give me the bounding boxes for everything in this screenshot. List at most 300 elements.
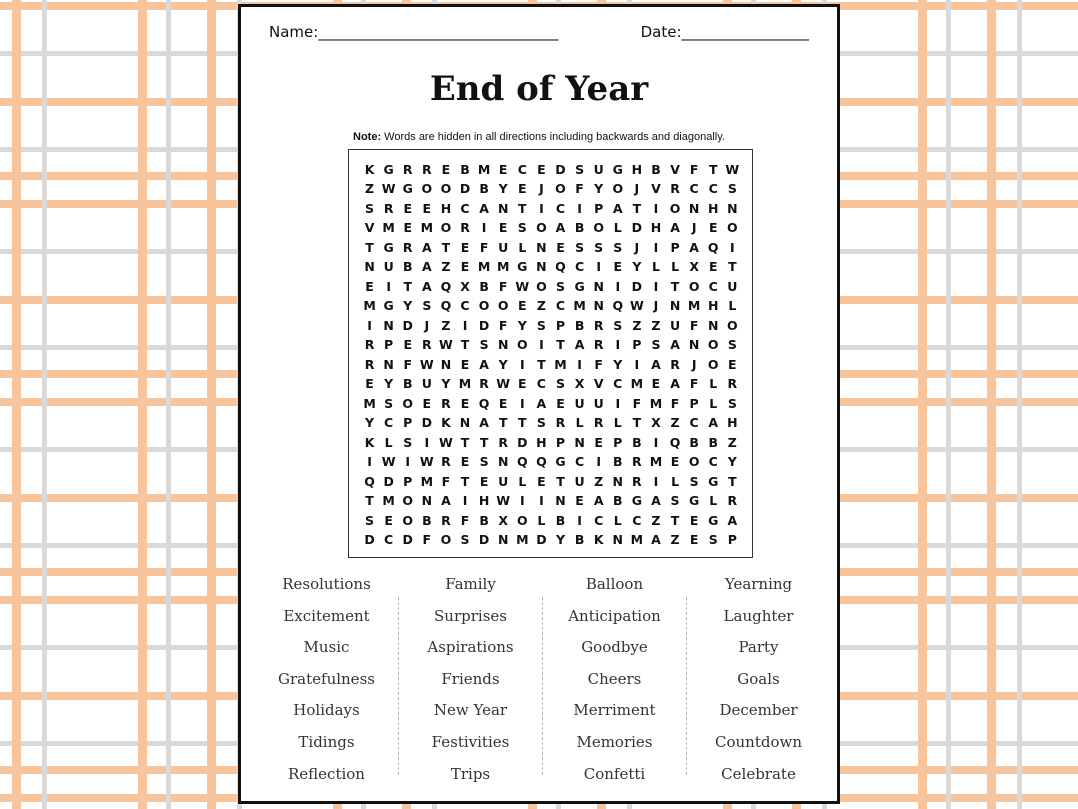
grid-letter[interactable]: Q <box>612 298 624 313</box>
grid-letter[interactable]: E <box>365 278 374 294</box>
grid-letter[interactable]: E <box>384 512 393 528</box>
grid-letter[interactable]: I <box>367 454 372 469</box>
grid-letter[interactable]: I <box>596 454 601 469</box>
grid-letter[interactable]: I <box>653 434 659 450</box>
grid-letter[interactable]: B <box>402 376 413 391</box>
grid-letter[interactable]: B <box>402 259 413 274</box>
grid-letter[interactable]: T <box>441 239 451 255</box>
grid-letter[interactable]: I <box>539 200 544 216</box>
grid-letter[interactable]: R <box>555 415 566 430</box>
grid-letter[interactable]: S <box>727 337 737 352</box>
grid-letter[interactable]: E <box>460 259 470 274</box>
grid-letter[interactable]: P <box>727 532 737 547</box>
grid-letter[interactable]: S <box>555 376 565 391</box>
grid-letter[interactable]: A <box>479 415 489 430</box>
grid-letter[interactable]: V <box>651 181 661 196</box>
grid-letter[interactable]: C <box>708 454 718 469</box>
grid-letter[interactable]: N <box>383 317 394 333</box>
grid-letter[interactable]: H <box>478 493 490 508</box>
grid-letter[interactable]: G <box>631 493 642 508</box>
grid-letter[interactable]: M <box>382 493 395 508</box>
grid-letter[interactable]: Y <box>498 181 508 196</box>
grid-letter[interactable]: I <box>386 278 391 294</box>
grid-letter[interactable]: P <box>384 337 394 352</box>
grid-letter[interactable]: E <box>728 356 737 372</box>
grid-letter[interactable]: E <box>708 259 718 274</box>
grid-letter[interactable]: W <box>515 278 530 294</box>
grid-letter[interactable]: K <box>364 161 375 177</box>
grid-letter[interactable]: T <box>403 278 412 294</box>
grid-letter[interactable]: E <box>689 512 699 528</box>
grid-letter[interactable]: S <box>575 161 585 177</box>
grid-letter[interactable]: S <box>365 200 375 216</box>
grid-letter[interactable]: E <box>689 532 699 547</box>
grid-letter[interactable]: B <box>574 220 585 235</box>
grid-letter[interactable]: E <box>518 376 527 391</box>
grid-letter[interactable]: R <box>632 454 642 469</box>
grid-letter[interactable]: X <box>689 259 699 274</box>
grid-letter[interactable]: R <box>727 376 738 391</box>
grid-letter[interactable]: S <box>651 337 661 352</box>
grid-letter[interactable]: T <box>518 200 527 216</box>
grid-letter[interactable]: T <box>556 473 565 489</box>
grid-letter[interactable]: B <box>460 161 470 177</box>
grid-letter[interactable]: P <box>632 337 642 352</box>
grid-letter[interactable]: I <box>519 356 525 372</box>
grid-letter[interactable]: T <box>708 161 718 177</box>
grid-letter[interactable]: O <box>497 298 509 313</box>
grid-letter[interactable]: B <box>555 512 566 528</box>
grid-letter[interactable]: Q <box>555 259 566 274</box>
grid-letter[interactable]: D <box>631 220 643 235</box>
grid-letter[interactable]: B <box>574 532 585 547</box>
grid-letter[interactable]: G <box>517 259 528 274</box>
grid-letter[interactable]: M <box>363 395 376 411</box>
grid-letter[interactable]: M <box>382 220 395 235</box>
grid-letter[interactable]: Q <box>536 454 547 469</box>
grid-letter[interactable]: F <box>594 356 603 372</box>
grid-letter[interactable]: Z <box>632 317 642 333</box>
grid-letter[interactable]: X <box>460 278 470 294</box>
grid-letter[interactable]: O <box>593 220 604 235</box>
grid-letter[interactable]: R <box>593 415 604 430</box>
grid-letter[interactable]: A <box>421 239 432 255</box>
grid-letter[interactable]: G <box>689 493 700 508</box>
grid-letter[interactable]: T <box>365 493 374 508</box>
grid-letter[interactable]: L <box>518 473 527 489</box>
grid-letter[interactable]: H <box>650 220 662 235</box>
grid-letter[interactable]: N <box>364 259 375 274</box>
grid-letter[interactable]: Z <box>651 512 661 528</box>
grid-letter[interactable]: S <box>727 395 737 411</box>
grid-letter[interactable]: S <box>479 337 489 352</box>
grid-letter[interactable]: B <box>479 278 489 294</box>
grid-letter[interactable]: Z <box>670 415 680 430</box>
grid-letter[interactable]: I <box>462 317 468 333</box>
grid-letter[interactable]: Q <box>440 278 452 294</box>
grid-letter[interactable]: D <box>402 532 413 547</box>
grid-letter[interactable]: R <box>422 161 432 177</box>
grid-letter[interactable]: Y <box>403 298 413 313</box>
grid-letter[interactable]: O <box>478 298 490 313</box>
grid-letter[interactable]: E <box>460 454 470 469</box>
grid-letter[interactable]: M <box>573 298 586 313</box>
grid-letter[interactable]: Y <box>498 356 508 372</box>
grid-letter[interactable]: Q <box>478 395 490 411</box>
grid-letter[interactable]: S <box>517 220 527 235</box>
grid-letter[interactable]: E <box>613 259 623 274</box>
grid-letter[interactable]: F <box>689 161 699 177</box>
grid-letter[interactable]: Y <box>365 415 375 430</box>
grid-letter[interactable]: S <box>384 395 394 411</box>
grid-letter[interactable]: O <box>707 356 719 372</box>
grid-letter[interactable]: Z <box>670 532 680 547</box>
grid-letter[interactable]: H <box>440 200 452 216</box>
grid-letter[interactable]: R <box>441 395 451 411</box>
grid-letter[interactable]: C <box>708 278 718 294</box>
grid-letter[interactable]: F <box>498 278 508 294</box>
grid-letter[interactable]: E <box>651 376 661 391</box>
grid-letter[interactable]: U <box>669 317 681 333</box>
grid-letter[interactable]: R <box>498 434 509 450</box>
grid-letter[interactable]: A <box>479 200 489 216</box>
grid-letter[interactable]: S <box>536 317 546 333</box>
grid-letter[interactable]: K <box>441 415 451 430</box>
grid-letter[interactable]: O <box>440 181 452 196</box>
grid-letter[interactable]: V <box>670 161 680 177</box>
grid-letter[interactable]: J <box>634 181 640 196</box>
grid-letter[interactable]: E <box>537 161 546 177</box>
grid-letter[interactable]: S <box>727 181 737 196</box>
grid-letter[interactable]: O <box>688 454 700 469</box>
grid-letter[interactable]: W <box>419 356 434 372</box>
grid-letter[interactable]: Y <box>517 317 527 333</box>
grid-letter[interactable]: O <box>402 493 414 508</box>
grid-letter[interactable]: M <box>458 376 472 391</box>
grid-letter[interactable]: Z <box>441 317 451 333</box>
grid-letter[interactable]: T <box>460 434 470 450</box>
grid-letter[interactable]: I <box>539 493 544 508</box>
grid-letter[interactable]: X <box>498 512 509 528</box>
grid-letter[interactable]: S <box>422 298 432 313</box>
grid-letter[interactable]: A <box>651 493 661 508</box>
grid-letter[interactable]: E <box>708 220 718 235</box>
grid-letter[interactable]: S <box>613 317 623 333</box>
grid-letter[interactable]: T <box>670 278 680 294</box>
grid-letter[interactable]: C <box>574 259 585 274</box>
grid-letter[interactable]: M <box>516 532 529 547</box>
grid-letter[interactable]: F <box>498 317 508 333</box>
grid-letter[interactable]: E <box>460 356 470 372</box>
grid-letter[interactable]: C <box>594 512 604 528</box>
grid-letter[interactable]: C <box>555 200 566 216</box>
grid-letter[interactable]: L <box>613 220 622 235</box>
grid-letter[interactable]: N <box>421 493 433 508</box>
grid-letter[interactable]: P <box>594 200 604 216</box>
grid-letter[interactable]: L <box>613 415 622 430</box>
grid-letter[interactable]: M <box>630 532 644 547</box>
grid-letter[interactable]: A <box>555 220 566 235</box>
grid-letter[interactable]: S <box>689 473 699 489</box>
grid-letter[interactable]: Q <box>669 434 681 450</box>
grid-letter[interactable]: T <box>632 200 642 216</box>
grid-letter[interactable]: N <box>574 434 585 450</box>
grid-letter[interactable]: U <box>727 278 738 294</box>
grid-letter[interactable]: T <box>365 239 374 255</box>
grid-letter[interactable]: O <box>516 337 528 352</box>
grid-letter[interactable]: I <box>519 493 525 508</box>
grid-letter[interactable]: U <box>593 395 604 411</box>
grid-letter[interactable]: I <box>481 220 487 235</box>
grid-letter[interactable]: T <box>632 415 642 430</box>
grid-letter[interactable]: U <box>574 473 585 489</box>
grid-letter[interactable]: M <box>363 298 376 313</box>
grid-letter[interactable]: G <box>383 161 394 177</box>
grid-letter[interactable]: Y <box>613 356 623 372</box>
grid-letter[interactable]: C <box>708 181 718 196</box>
grid-letter[interactable]: K <box>364 434 375 450</box>
grid-letter[interactable]: L <box>728 298 737 313</box>
grid-letter[interactable]: Z <box>594 473 604 489</box>
grid-letter[interactable]: E <box>422 200 432 216</box>
grid-letter[interactable]: T <box>479 434 489 450</box>
grid-letter[interactable]: L <box>518 239 527 255</box>
grid-letter[interactable]: N <box>555 493 566 508</box>
grid-letter[interactable]: M <box>420 220 434 235</box>
grid-letter[interactable]: F <box>422 532 432 547</box>
grid-letter[interactable]: A <box>441 493 451 508</box>
grid-letter[interactable]: V <box>593 376 604 391</box>
grid-letter[interactable]: S <box>479 454 489 469</box>
grid-letter[interactable]: R <box>632 473 642 489</box>
grid-letter[interactable]: I <box>634 356 640 372</box>
grid-letter[interactable]: Q <box>364 473 375 489</box>
grid-letter[interactable]: N <box>497 200 509 216</box>
grid-letter[interactable]: A <box>651 356 661 372</box>
grid-letter[interactable]: T <box>556 337 565 352</box>
grid-letter[interactable]: R <box>402 239 413 255</box>
grid-letter[interactable]: Z <box>727 434 737 450</box>
grid-letter[interactable]: N <box>536 239 547 255</box>
grid-letter[interactable]: F <box>479 239 489 255</box>
grid-letter[interactable]: P <box>670 239 680 255</box>
grid-letter[interactable]: S <box>594 239 604 255</box>
grid-letter[interactable]: I <box>367 317 372 333</box>
grid-letter[interactable]: E <box>518 298 527 313</box>
grid-letter[interactable]: F <box>441 473 451 489</box>
grid-letter[interactable]: E <box>403 200 412 216</box>
grid-letter[interactable]: N <box>440 356 452 372</box>
grid-letter[interactable]: W <box>381 454 396 469</box>
grid-letter[interactable]: I <box>653 239 659 255</box>
grid-letter[interactable]: E <box>460 395 470 411</box>
grid-letter[interactable]: F <box>460 512 470 528</box>
grid-letter[interactable]: S <box>613 239 623 255</box>
grid-letter[interactable]: I <box>519 395 525 411</box>
grid-letter[interactable]: D <box>421 415 433 430</box>
grid-letter[interactable]: O <box>669 200 681 216</box>
grid-letter[interactable]: C <box>460 200 470 216</box>
grid-letter[interactable]: O <box>402 512 414 528</box>
grid-letter[interactable]: R <box>479 376 489 391</box>
grid-letter[interactable]: N <box>459 415 471 430</box>
grid-letter[interactable]: S <box>708 532 718 547</box>
grid-letter[interactable]: B <box>613 493 623 508</box>
grid-letter[interactable]: U <box>498 239 509 255</box>
grid-letter[interactable]: O <box>688 278 700 294</box>
grid-letter[interactable]: E <box>403 337 412 352</box>
grid-letter[interactable]: O <box>612 181 624 196</box>
grid-letter[interactable]: P <box>555 434 566 450</box>
grid-letter[interactable]: F <box>670 395 680 411</box>
grid-letter[interactable]: N <box>497 337 509 352</box>
grid-letter[interactable]: C <box>460 298 470 313</box>
grid-letter[interactable]: O <box>440 532 452 547</box>
grid-letter[interactable]: T <box>460 337 470 352</box>
grid-letter[interactable]: S <box>670 493 680 508</box>
grid-letter[interactable]: S <box>536 415 546 430</box>
grid-letter[interactable]: C <box>613 376 623 391</box>
grid-letter[interactable]: B <box>651 161 661 177</box>
grid-letter[interactable]: B <box>574 317 585 333</box>
grid-letter[interactable]: E <box>556 239 565 255</box>
grid-letter[interactable]: G <box>383 239 394 255</box>
grid-letter[interactable]: R <box>422 337 432 352</box>
grid-letter[interactable]: J <box>653 298 659 313</box>
grid-letter[interactable]: C <box>517 161 527 177</box>
grid-letter[interactable]: W <box>725 161 740 177</box>
grid-letter[interactable]: O <box>402 395 414 411</box>
grid-letter[interactable]: W <box>629 298 644 313</box>
grid-letter[interactable]: Q <box>707 239 719 255</box>
grid-letter[interactable]: E <box>441 161 451 177</box>
grid-letter[interactable]: W <box>419 454 434 469</box>
grid-letter[interactable]: U <box>498 473 509 489</box>
grid-letter[interactable]: F <box>689 317 699 333</box>
grid-letter[interactable]: E <box>594 434 603 450</box>
grid-letter[interactable]: L <box>709 395 718 411</box>
grid-letter[interactable]: B <box>613 454 623 469</box>
grid-letter[interactable]: F <box>575 181 584 196</box>
grid-letter[interactable]: O <box>516 512 528 528</box>
grid-letter[interactable]: A <box>670 376 680 391</box>
grid-letter[interactable]: T <box>670 512 680 528</box>
grid-letter[interactable]: C <box>384 415 394 430</box>
grid-letter[interactable]: A <box>708 415 719 430</box>
date-field[interactable]: Date:_________________ <box>640 23 809 41</box>
grid-letter[interactable]: N <box>612 473 623 489</box>
grid-letter[interactable]: L <box>651 259 660 274</box>
grid-letter[interactable]: R <box>383 200 394 216</box>
grid-letter[interactable]: E <box>460 239 470 255</box>
grid-letter[interactable]: N <box>497 454 509 469</box>
grid-letter[interactable]: M <box>420 473 434 489</box>
grid-letter[interactable]: R <box>593 317 604 333</box>
grid-letter[interactable]: P <box>555 317 566 333</box>
grid-letter[interactable]: H <box>708 200 719 216</box>
grid-letter[interactable]: D <box>459 181 471 196</box>
grid-letter[interactable]: D <box>478 532 490 547</box>
grid-letter[interactable]: E <box>518 181 527 196</box>
grid-letter[interactable]: R <box>593 337 604 352</box>
grid-letter[interactable]: I <box>424 434 430 450</box>
grid-letter[interactable]: W <box>381 181 396 196</box>
grid-letter[interactable]: B <box>689 434 699 450</box>
grid-letter[interactable]: O <box>555 181 566 196</box>
grid-letter[interactable]: M <box>496 259 510 274</box>
grid-letter[interactable]: L <box>671 473 680 489</box>
grid-letter[interactable]: S <box>460 532 470 547</box>
grid-letter[interactable]: N <box>669 298 681 313</box>
grid-letter[interactable]: T <box>728 259 737 274</box>
grid-letter[interactable]: U <box>383 259 394 274</box>
grid-letter[interactable]: T <box>728 473 737 489</box>
grid-letter[interactable]: A <box>479 356 489 372</box>
grid-letter[interactable]: R <box>441 454 451 469</box>
grid-letter[interactable]: B <box>479 512 489 528</box>
grid-letter[interactable]: I <box>462 493 468 508</box>
grid-letter[interactable]: E <box>498 161 508 177</box>
grid-letter[interactable]: D <box>364 532 375 547</box>
grid-letter[interactable]: C <box>689 415 699 430</box>
grid-letter[interactable]: A <box>727 512 738 528</box>
grid-letter[interactable]: T <box>537 356 546 372</box>
grid-letter[interactable]: W <box>439 434 453 450</box>
grid-letter[interactable]: I <box>615 395 621 411</box>
grid-letter[interactable]: G <box>555 454 566 469</box>
grid-letter[interactable]: U <box>574 395 585 411</box>
grid-letter[interactable]: G <box>708 512 719 528</box>
grid-letter[interactable]: L <box>671 259 680 274</box>
name-field[interactable]: Name:________________________________ <box>269 23 559 41</box>
grid-letter[interactable]: M <box>649 454 663 469</box>
grid-letter[interactable]: F <box>689 376 699 391</box>
grid-letter[interactable]: I <box>615 337 621 352</box>
grid-letter[interactable]: B <box>422 512 432 528</box>
grid-letter[interactable]: L <box>709 493 718 508</box>
grid-letter[interactable]: Y <box>727 454 737 469</box>
grid-letter[interactable]: K <box>593 532 604 547</box>
grid-letter[interactable]: M <box>477 259 491 274</box>
grid-letter[interactable]: N <box>536 259 547 274</box>
grid-letter[interactable]: O <box>421 181 433 196</box>
grid-letter[interactable]: A <box>574 337 585 352</box>
grid-letter[interactable]: R <box>402 161 413 177</box>
grid-letter[interactable]: M <box>477 161 491 177</box>
grid-letter[interactable]: W <box>439 337 453 352</box>
grid-letter[interactable]: D <box>536 532 547 547</box>
grid-letter[interactable]: M <box>649 395 663 411</box>
grid-letter[interactable]: C <box>555 298 566 313</box>
grid-letter[interactable]: I <box>615 278 621 294</box>
grid-letter[interactable]: M <box>687 298 701 313</box>
grid-letter[interactable]: O <box>727 317 738 333</box>
grid-letter[interactable]: R <box>460 220 470 235</box>
grid-letter[interactable]: O <box>440 220 452 235</box>
grid-letter[interactable]: Y <box>384 376 394 391</box>
grid-letter[interactable]: G <box>612 161 623 177</box>
grid-letter[interactable]: Y <box>632 259 642 274</box>
grid-letter[interactable]: Z <box>536 298 546 313</box>
grid-letter[interactable]: R <box>364 337 375 352</box>
grid-letter[interactable]: N <box>593 278 604 294</box>
grid-letter[interactable]: A <box>536 395 547 411</box>
grid-letter[interactable]: E <box>537 473 546 489</box>
grid-letter[interactable]: N <box>612 532 623 547</box>
grid-letter[interactable]: D <box>517 434 528 450</box>
grid-letter[interactable]: H <box>631 161 643 177</box>
grid-letter[interactable]: I <box>405 454 411 469</box>
